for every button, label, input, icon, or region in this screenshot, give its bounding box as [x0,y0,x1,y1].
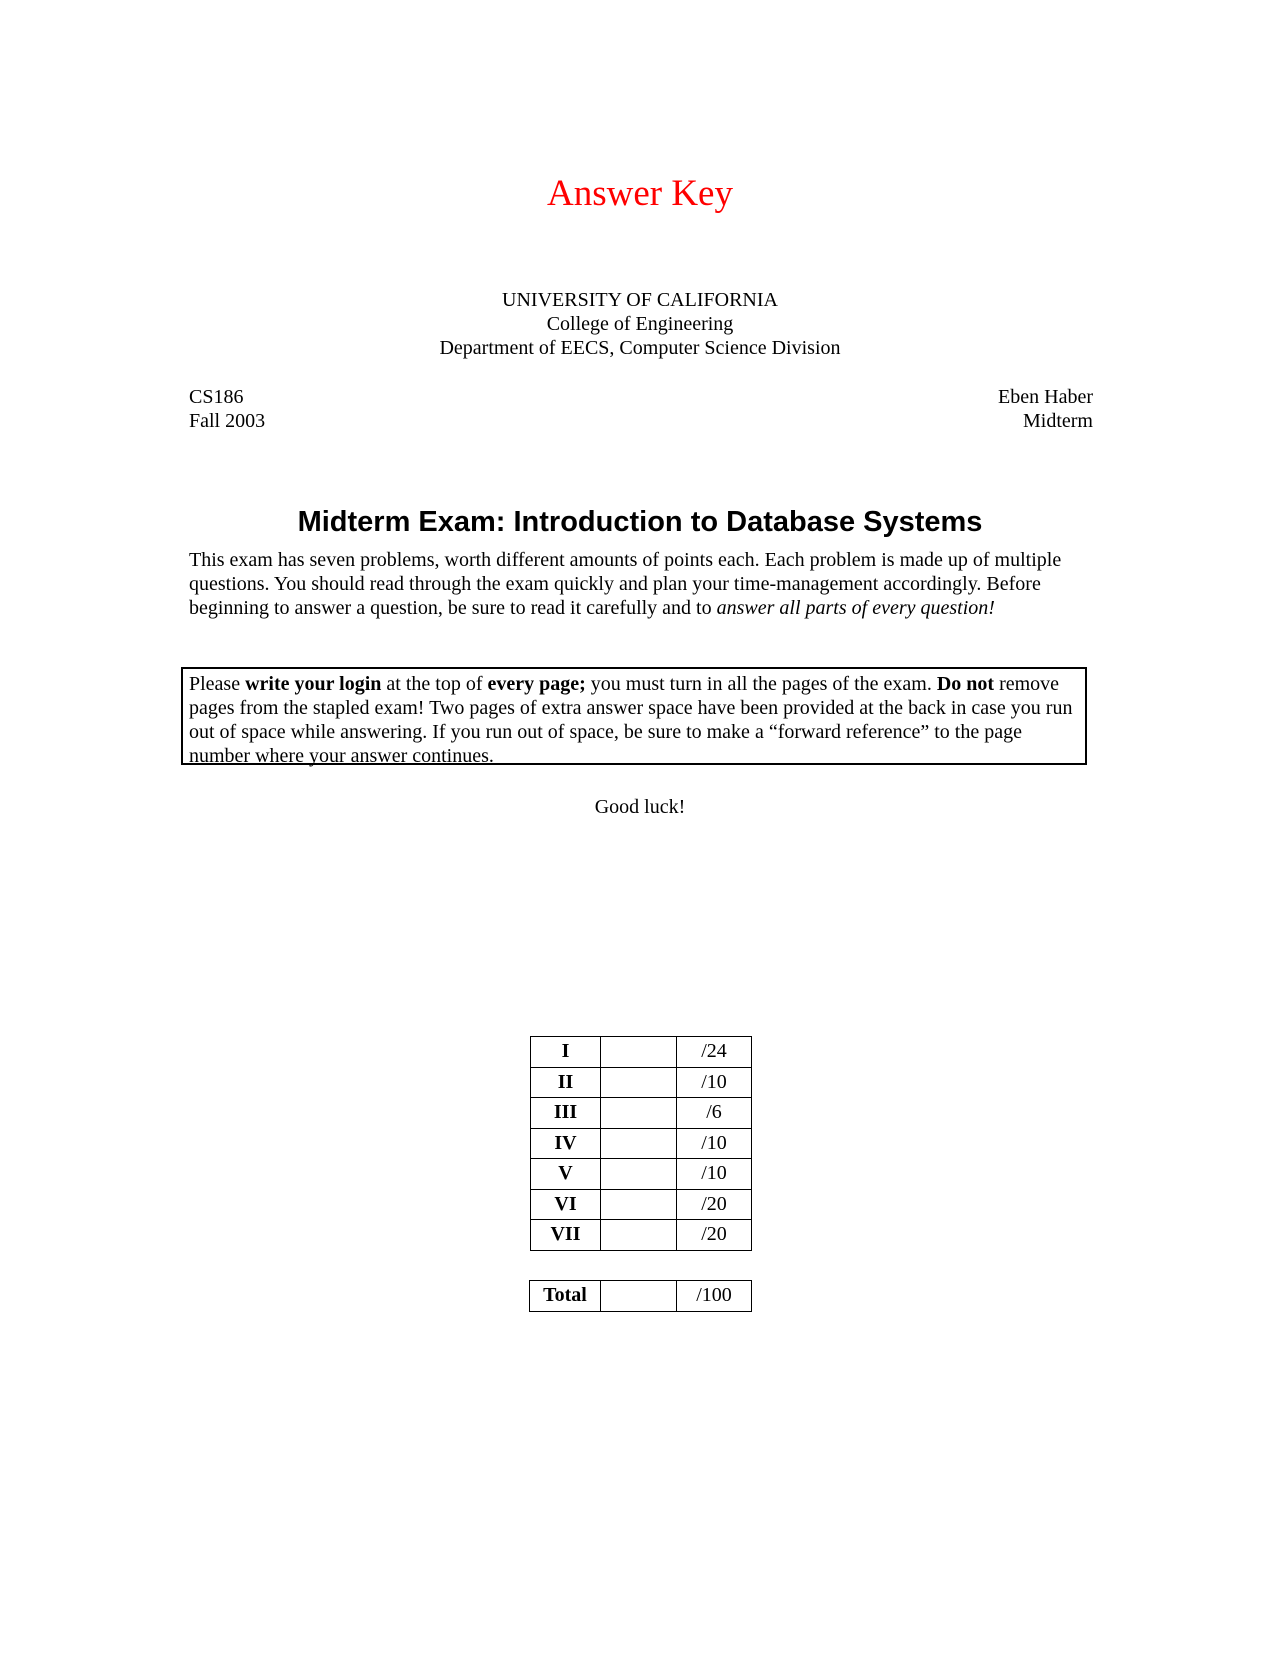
exam-type: Midterm [1023,410,1093,432]
table-row [531,1037,752,1068]
total-label: Total [530,1281,601,1312]
instructor-name: Eben Haber [998,386,1093,408]
total-score-cell [601,1281,677,1312]
total-score-table [529,1280,752,1312]
college-name: College of Engineering [546,313,734,335]
table-row [531,1098,752,1129]
institution-header [0,288,1280,360]
problem-number: III [531,1098,601,1129]
exam-info [998,385,1093,433]
answer-key-stamp: Answer Key [547,173,733,214]
good-luck: Good luck! [594,796,686,818]
course-code: CS186 [189,386,244,408]
notice-bold-do-not: Do not [936,673,995,695]
score-cell [601,1128,677,1159]
max-points: /24 [677,1037,752,1068]
intro-emphasis: answer all parts of every question! [716,597,995,619]
table-row [531,1189,752,1220]
notice-text: you must turn in all the pages of the exam. [585,673,937,695]
total-max-points: /100 [677,1281,752,1312]
problem-number: II [531,1067,601,1098]
university-name: UNIVERSITY OF CALIFORNIA [502,289,778,311]
problem-number: IV [531,1128,601,1159]
department-name: Department of EECS, Computer Science Division [439,337,841,359]
table-row [531,1067,752,1098]
notice-text: Please [189,673,246,695]
problem-number: VI [531,1189,601,1220]
score-cell [601,1037,677,1068]
exam-title: Midterm Exam: Introduction to Database Systems [297,506,983,538]
intro-text: This exam has seven problems, worth different amounts of points each. Each problem is made up of multiple questions. You should read through the exam quickly and plan your time-management accordingly. Before beginning to answer a question, be sure to read it carefully and to [189,549,1062,619]
notice-bold-login: write your login [245,673,382,695]
score-cell [601,1220,677,1251]
table-row [531,1220,752,1251]
intro-paragraph [189,548,1089,620]
score-cell [601,1098,677,1129]
max-points: /20 [677,1189,752,1220]
max-points: /20 [677,1220,752,1251]
table-row [531,1128,752,1159]
problem-score-table [530,1036,752,1251]
notice-text: remove pages from the stapled exam! Two pages of extra answer space have been provided at the back in case you run out of space while answering. If you run out of space, be sure to make a “forward reference” to the page number where your answer continues. [189,673,1073,767]
course-info [189,385,265,433]
score-cell [601,1159,677,1190]
max-points: /6 [677,1098,752,1129]
notice-bold-every-page: every page; [487,673,586,695]
table-row [531,1159,752,1190]
problem-number: I [531,1037,601,1068]
instructions-box [181,667,1087,765]
score-cell [601,1189,677,1220]
problem-number: V [531,1159,601,1190]
notice-text: at the top of [381,673,488,695]
course-term: Fall 2003 [189,410,266,432]
problem-number: VII [531,1220,601,1251]
table-row [530,1281,752,1312]
max-points: /10 [677,1067,752,1098]
score-cell [601,1067,677,1098]
max-points: /10 [677,1128,752,1159]
max-points: /10 [677,1159,752,1190]
